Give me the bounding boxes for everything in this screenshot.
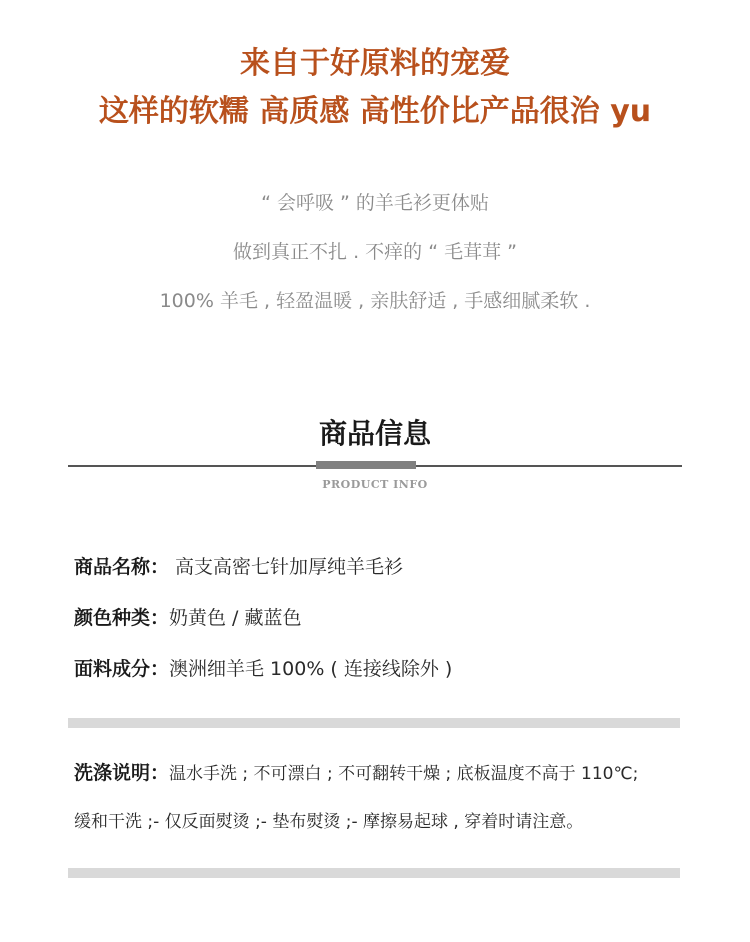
product-name-label: 商品名称：	[74, 556, 170, 578]
section-divider-accent	[316, 461, 416, 469]
color-label: 颜色种类：	[74, 607, 170, 629]
section-title: 商品信息	[318, 417, 431, 450]
material-label: 面料成分：	[74, 658, 170, 680]
subtitle-line-2: 做到真正不扎 . 不痒的 “ 毛茸茸 ”	[233, 241, 517, 263]
separator-bar-bottom	[68, 868, 680, 878]
separator-bar	[68, 718, 680, 728]
subtitle-line-1: “ 会呼吸 ” 的羊毛衫更体贴	[261, 192, 489, 214]
washing-label: 洗涤说明：	[74, 762, 170, 784]
headline-line-2: 这样的软糯 高质感 高性价比产品很治 yu	[98, 94, 652, 129]
material-value: 澳洲细羊毛 100% ( 连接线除外 )	[169, 658, 453, 680]
product-name-value: 高支高密七针加厚纯羊毛衫	[169, 556, 404, 578]
washing-row	[74, 759, 638, 788]
material-row	[74, 655, 452, 683]
product-name-row	[74, 553, 403, 581]
washing-line-1: 温水手洗 ; 不可漂白 ; 不可翻转干燥 ; 底板温度不高于 110℃;	[169, 764, 639, 784]
washing-line-2: 缓和干洗 ;- 仅反面熨烫 ;- 垫布熨烫 ;- 摩擦易起球 , 穿着时请注意。	[74, 812, 584, 832]
color-value: 奶黄色 / 藏蓝色	[169, 607, 302, 629]
headline-line-1: 来自于好原料的宠爱	[240, 46, 510, 81]
color-row	[74, 604, 302, 632]
subtitle-line-3: 100% 羊毛 , 轻盈温暖 , 亲肤舒适 , 手感细腻柔软 .	[159, 290, 591, 312]
section-subtitle: PRODUCT INFO	[322, 478, 428, 491]
